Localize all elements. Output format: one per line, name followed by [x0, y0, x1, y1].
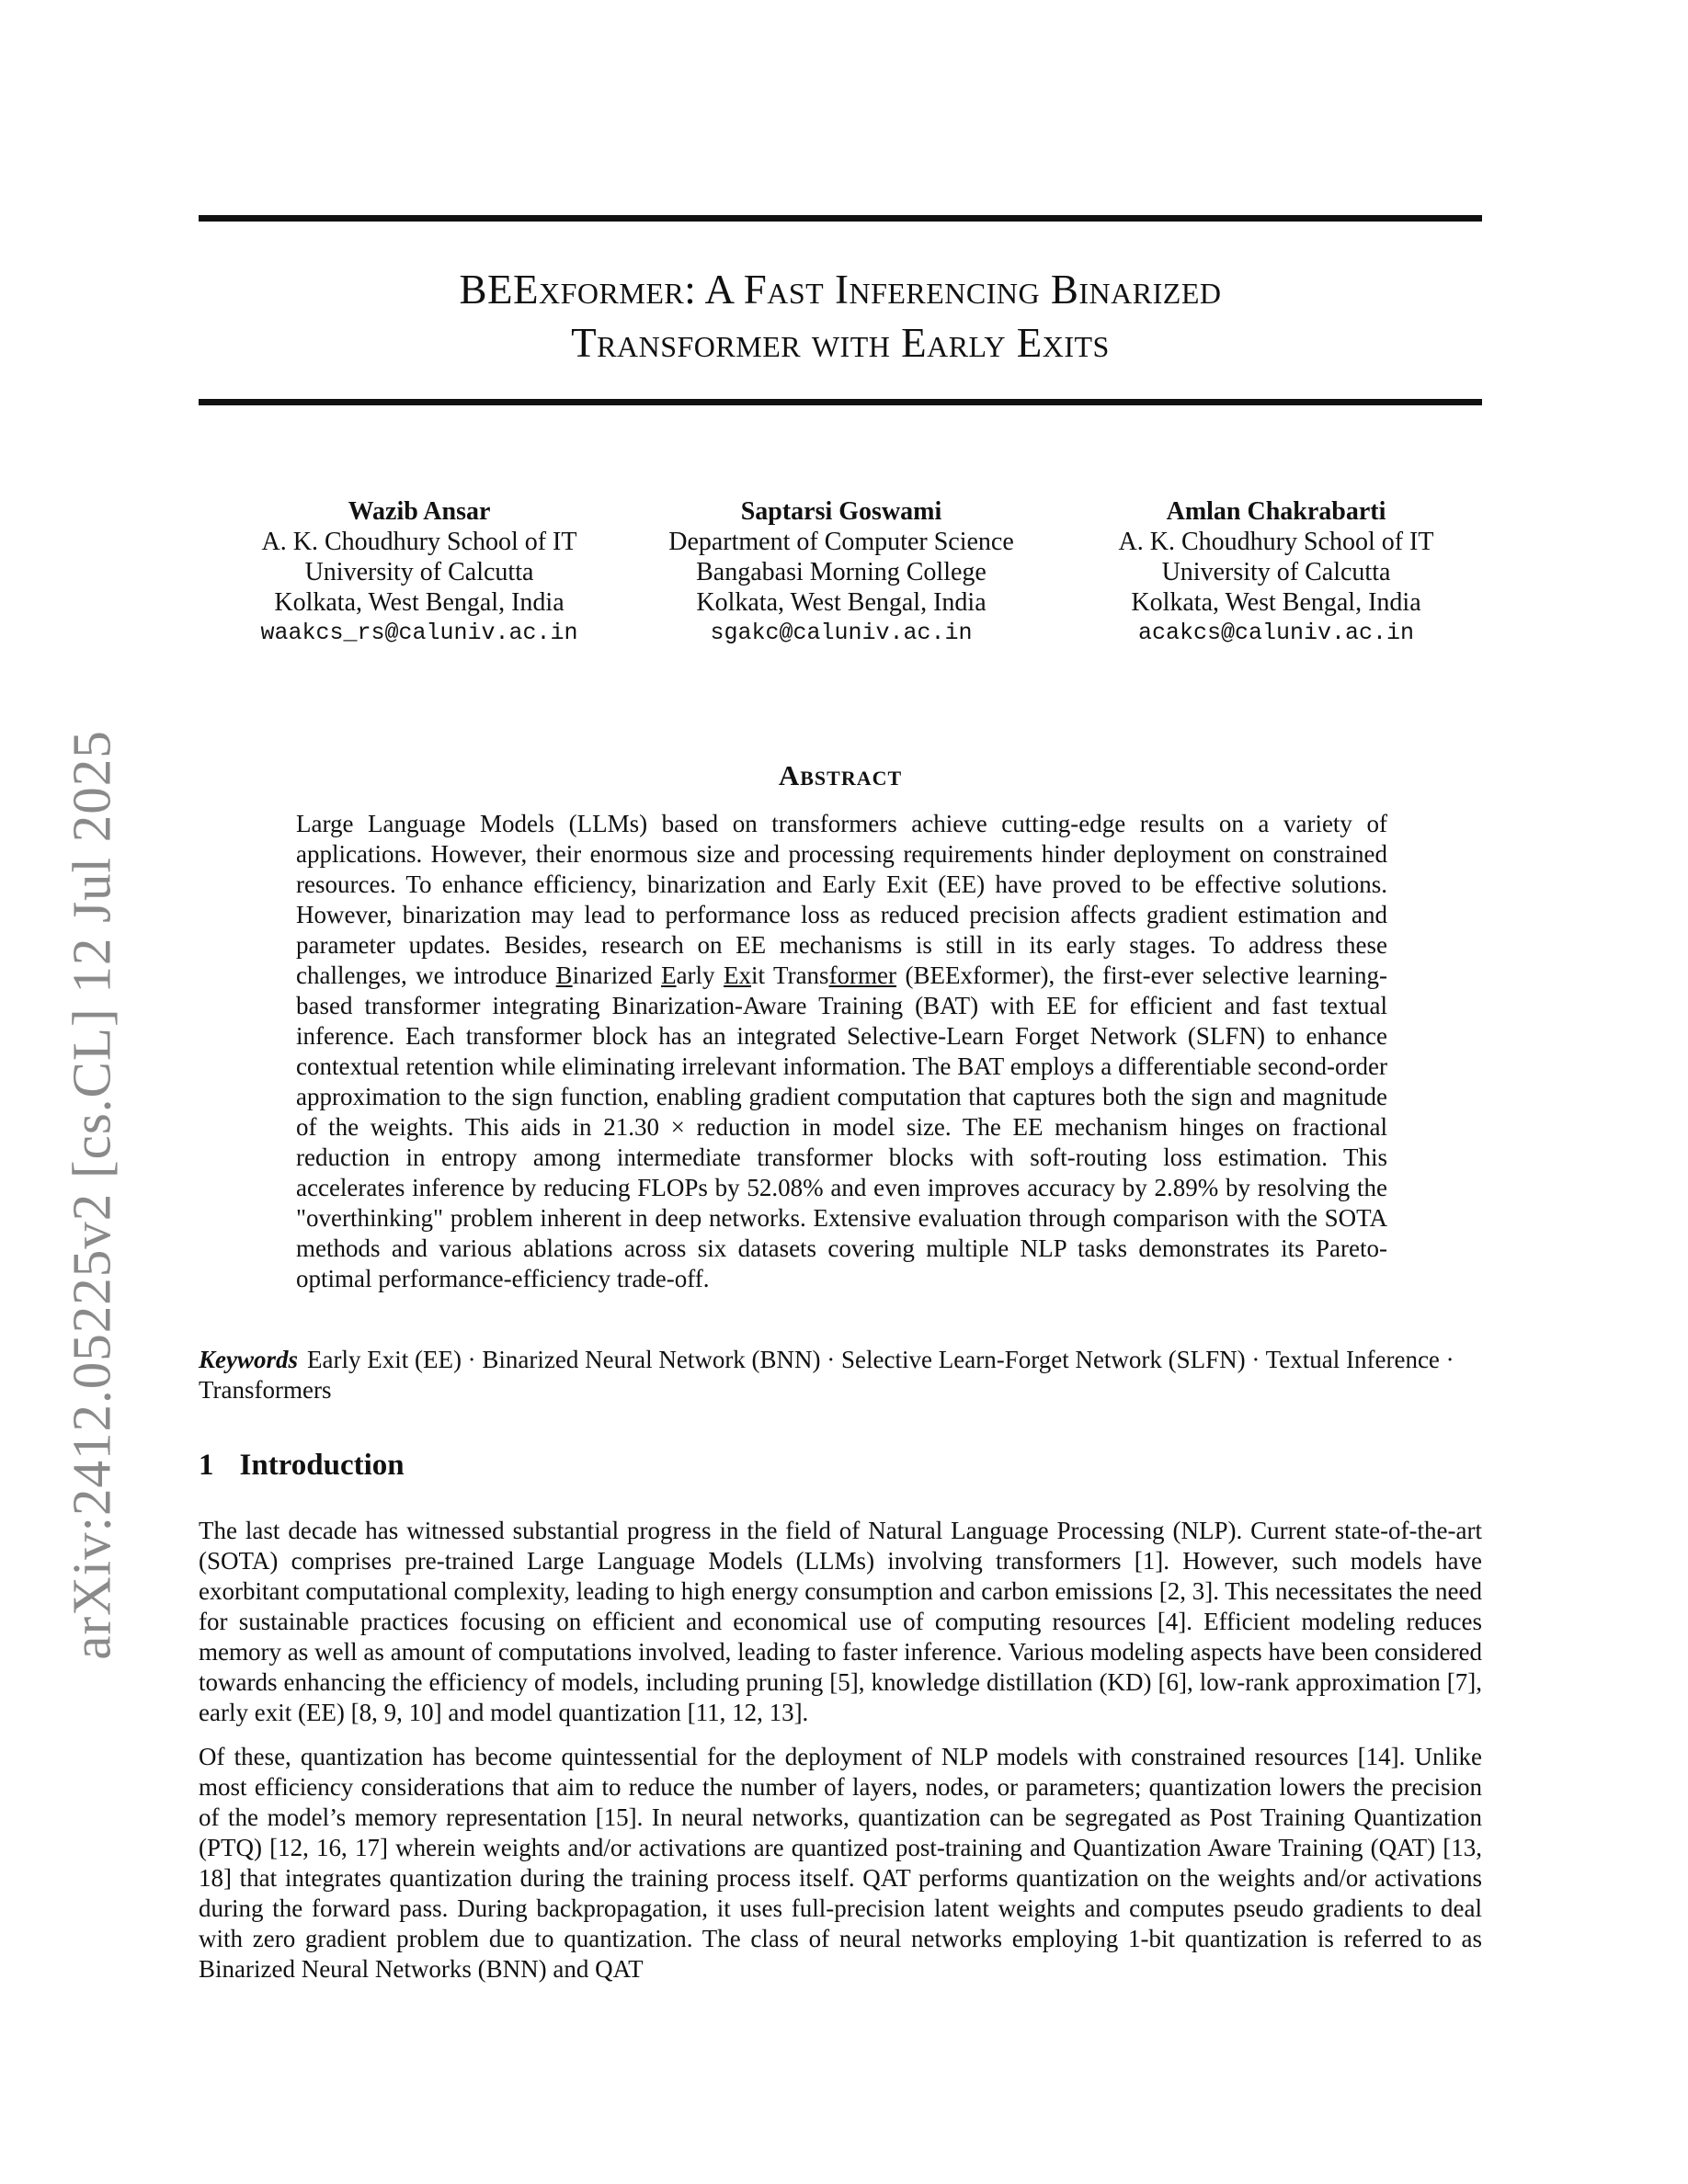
author-name: Saptarsi Goswami — [740, 497, 942, 526]
acronym-former: former — [828, 961, 897, 989]
author-affiliation: A. K. Choudhury School of IT — [261, 528, 577, 556]
keywords — [199, 1345, 1482, 1405]
abstract-part-2: (BEExformer), the first-ever selective learning-based transformer integrating Binarization-Aware Training (BAT) with EE for efficient and fast textual inference. Each transformer block has an integrated Selective-Learn Forget Network (SLFN) to enhance contextual retention while eliminating irrelevant information. The BAT employs a differentiable second-order approximation to the sign function, enabling gradient computation that captures both the sign and magnitude of the weights. This aids in 21.30 × reduction in model size. The EE mechanism hinges on fractional reduction in entropy among intermediate transformer blocks with soft-routing loss estimation. This accelerates inference by reducing FLOPs by 52.08% and even improves accuracy by 2.89% by resolving the "overthinking" problem inherent in deep networks. Extensive evaluation through comparison with the SOTA methods and various ablations across six datasets covering multiple NLP tasks demonstrates its Pareto-optimal performance-efficiency trade-off. — [296, 961, 1387, 1292]
author-affiliation: Department of Computer Science — [668, 528, 1014, 556]
body-paragraph: Of these, quantization has become quintessential for the deployment of NLP models with constrained resources [14]. Unlike most efficiency considerations that aim to reduce the number of layers, nodes, or parameters; quantization lowers the precision of the model’s memory representation [15]. In neural networks, quantization can be segregated as Post Training Quantization (PTQ) [12, 16, 17] wherein weights and/or activations are quantized post-training and Quantization Aware Training (QAT) [13, 18] that integrates quantization during the training process itself. QAT performs quantization on the weights and/or activations during the forward pass. During backpropagation, it uses full-precision latent weights and computes pseudo gradients to deal with zero gradient problem due to quantization. The class of neural networks employing 1-bit quantization is referred to as Binarized Neural Networks (BNN) and QAT — [199, 1743, 1482, 1983]
author-institution: Bangabasi Morning College — [696, 558, 987, 586]
section-number: 1 — [199, 1449, 214, 1482]
acronym-ex-rest: it Trans — [751, 961, 829, 989]
author-1 — [199, 496, 640, 648]
author-3 — [1055, 496, 1497, 648]
abstract-part-1: Large Language Models (LLMs) based on transformers achieve cutting-edge results on a variety of applications. However, their enormous size and processing requirements hinder deployment on constrained resources. To enhance efficiency, binarization and Early Exit (EE) have proved to be effective solutions. However, binarization may lead to performance loss as reduced precision affects gradient estimation and parameter updates. Besides, research on EE mechanisms is still in its early stages. To address these challenges, we introduce — [296, 810, 1387, 989]
paper-title — [199, 263, 1482, 370]
arxiv-stamp: arXiv:2412.05225v2 [cs.CL] 12 Jul 2025 — [61, 730, 122, 1660]
author-institution: University of Calcutta — [304, 558, 534, 586]
title-line-2: Transformer with Early Exits — [571, 320, 1110, 366]
abstract-text — [296, 809, 1387, 1294]
section-title: Introduction — [239, 1449, 405, 1482]
author-email: waakcs_rs@caluniv.ac.in — [260, 620, 578, 646]
keywords-label: Keywords — [199, 1346, 298, 1373]
author-email: sgakc@caluniv.ac.in — [710, 620, 973, 646]
author-name: Wazib Ansar — [348, 497, 491, 526]
author-name: Amlan Chakrabarti — [1166, 497, 1386, 526]
title-rule-top — [199, 215, 1482, 222]
author-email: acakcs@caluniv.ac.in — [1137, 620, 1415, 646]
acronym-b-rest: inarized — [572, 961, 662, 989]
author-location: Kolkata, West Bengal, India — [274, 588, 565, 617]
keywords-list: Early Exit (EE) · Binarized Neural Network (BNN) · Selective Learn-Forget Network (SLFN) · Textual Inference · Transformers — [199, 1346, 1454, 1404]
author-location: Kolkata, West Bengal, India — [696, 588, 987, 617]
author-institution: University of Calcutta — [1161, 558, 1391, 586]
abstract-heading: Abstract — [778, 759, 903, 791]
section-heading-introduction — [199, 1449, 405, 1483]
title-line-1: BEExformer: A Fast Inferencing Binarized — [459, 267, 1222, 313]
author-location: Kolkata, West Bengal, India — [1131, 588, 1421, 617]
acronym-b: B — [555, 961, 573, 989]
acronym-e-rest: arly — [676, 961, 724, 989]
acronym-ex: Ex — [724, 961, 752, 989]
title-rule-bottom — [199, 399, 1482, 405]
acronym-e: E — [661, 961, 677, 989]
author-affiliation: A. K. Choudhury School of IT — [1118, 528, 1434, 556]
body-paragraph: The last decade has witnessed substantial progress in the field of Natural Language Processing (NLP). Current state-of-the-art (SOTA) comprises pre-trained Large Language Models (LLMs) involving transformers [1]. However, such models have exorbitant computational complexity, leading to high energy consumption and carbon emissions [2, 3]. This necessitates the need for sustainable practices focusing on efficient and economical use of computing resources [4]. Efficient modeling reduces memory as well as amount of computations involved, leading to faster inference. Various modeling aspects have been considered towards enhancing the efficiency of models, including pruning [5], knowledge distillation (KD) [6], low-rank approximation [7], early exit (EE) [8, 9, 10] and model quantization [11, 12, 13]. — [199, 1517, 1482, 1726]
author-2 — [621, 496, 1062, 648]
